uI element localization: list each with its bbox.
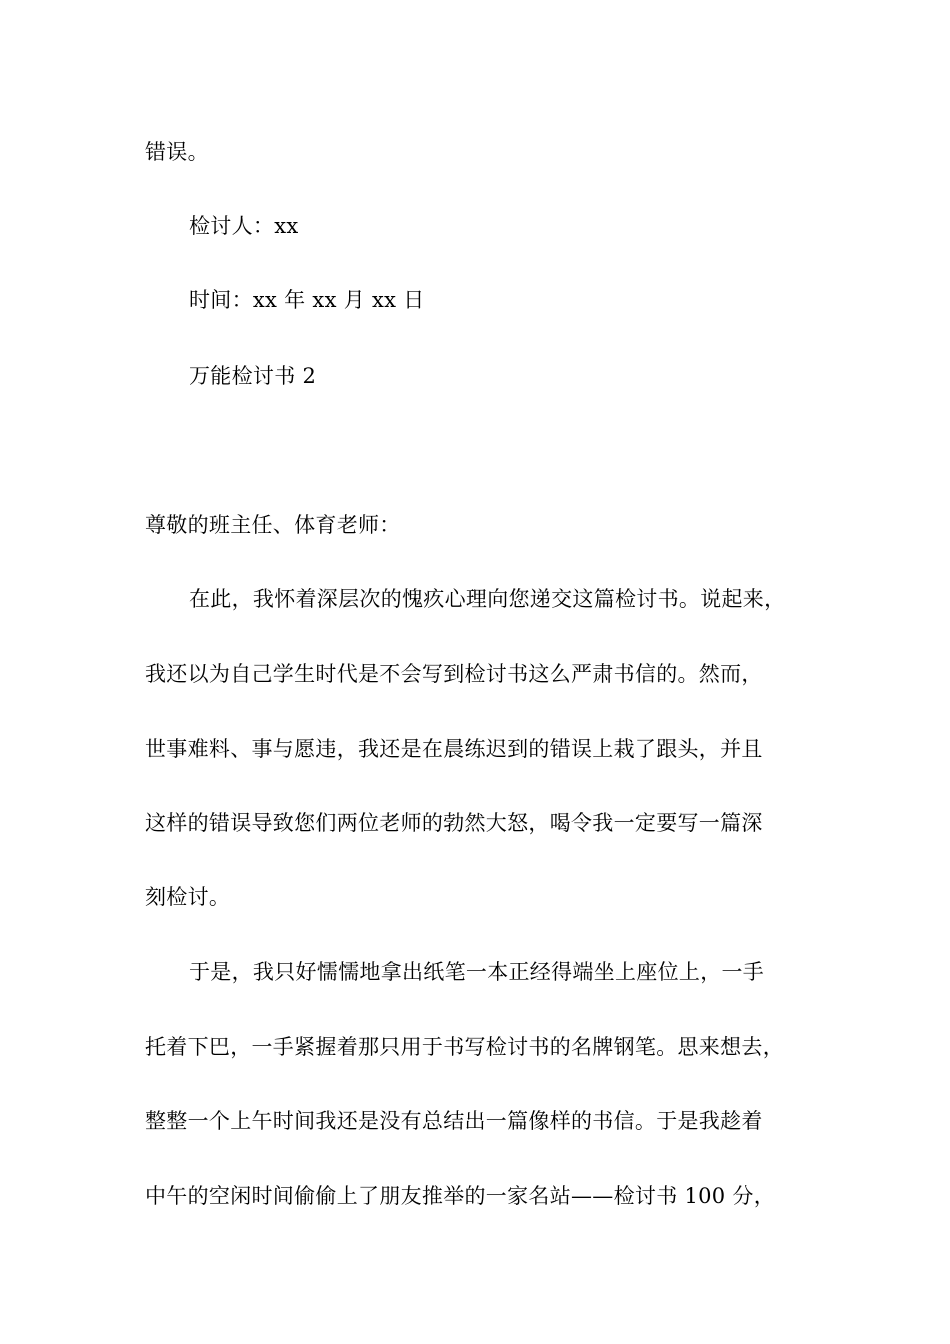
- section-title: 万能检讨书 2: [189, 364, 317, 388]
- paragraph-line: 这样的错误导致您们两位老师的勃然大怒，喝令我一定要写一篇深: [145, 811, 763, 835]
- paragraph-line: 在此，我怀着深层次的愧疚心理向您递交这篇检讨书。说起来，: [189, 587, 786, 611]
- paragraph-line: 托着下巴，一手紧握着那只用于书写检讨书的名牌钢笔。思来想去，: [145, 1035, 784, 1059]
- date-line: 时间：xx 年 xx 月 xx 日: [189, 288, 425, 312]
- paragraph-line: 于是，我只好懦懦地拿出纸笔一本正经得端坐上座位上，一手: [189, 960, 765, 984]
- paragraph-line: 刻检讨。: [145, 885, 231, 909]
- paragraph-line: 我还以为自己学生时代是不会写到检讨书这么严肃书信的。然而，: [145, 662, 763, 686]
- paragraph-line: 中午的空闲时间偷偷上了朋友推举的一家名站——检讨书 100 分，: [145, 1184, 776, 1208]
- paragraph-line: 整整一个上午时间我还是没有总结出一篇像样的书信。于是我趁着: [145, 1109, 763, 1133]
- paragraph-line: 错误。: [145, 140, 209, 164]
- salutation: 尊敬的班主任、体育老师：: [145, 513, 401, 537]
- paragraph-line: 世事难料、事与愿违，我还是在晨练迟到的错误上栽了跟头，并且: [145, 737, 763, 761]
- signature-line: 检讨人：xx: [189, 214, 299, 238]
